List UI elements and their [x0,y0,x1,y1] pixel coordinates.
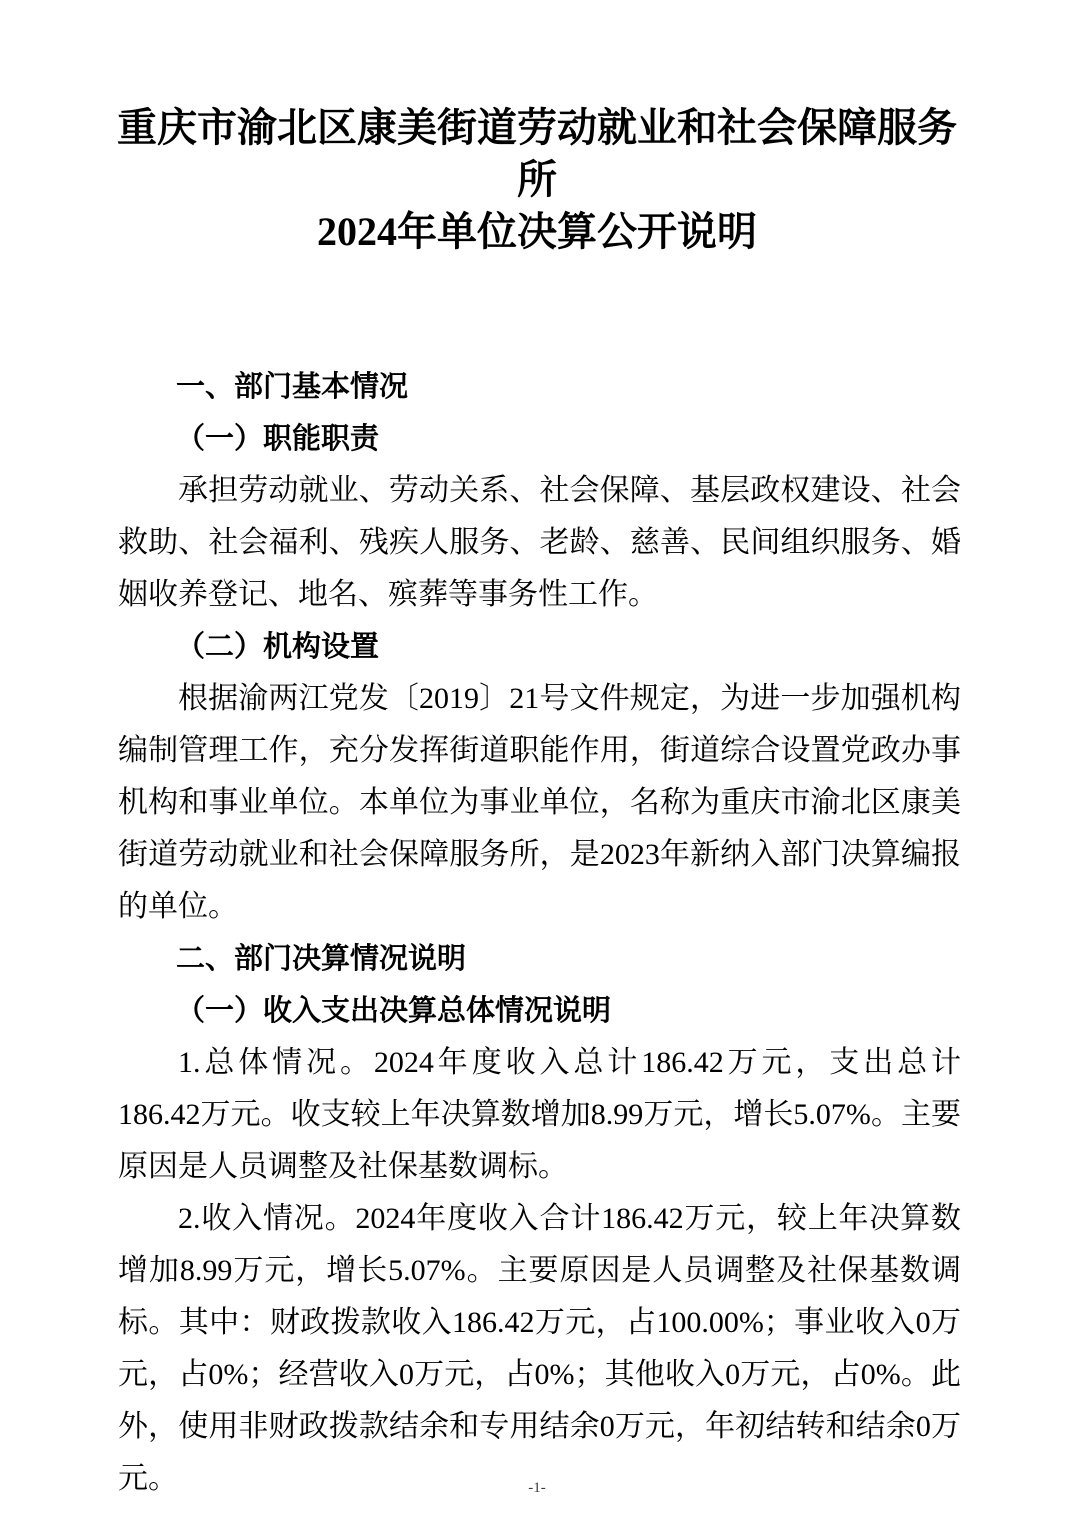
section-heading-basic-situation: 一、部门基本情况 [176,371,409,403]
document-body [118,361,961,1505]
title-line-2: 所 [517,157,557,202]
title-line-3: 2024年单位决算公开说明 [317,209,757,254]
subheading-income-expense-overview: （一）收入支出决算总体情况说明 [176,995,612,1027]
page-footer [0,1480,1074,1497]
section-heading-final-accounts: 二、部门决算情况说明 [176,943,467,975]
subheading-organization-setup: （二）机构设置 [176,631,380,663]
document-title [57,102,1017,258]
page-number: -1- [528,1480,546,1496]
paragraph-duties: 承担劳动就业、劳动关系、社会保障、基层政权建设、社会救助、社会福利、残疾人服务、老龄、慈善、民间组织服务、婚姻收养登记、地名、殡葬等事务性工作。 [118,474,961,611]
subheading-duties: （一）职能职责 [176,423,380,455]
paragraph-income-situation: 2.收入情况。2024年度收入合计186.42万元，较上年决算数增加8.99万元，增长5.07%。主要原因是人员调整及社保基数调标。其中：财政拨款收入186.42万元，占100.00%；事业收入0万元，占0%；经营收入0万元，占0%；其他收入0万元，占0%。此外，使用非财政拨款结余和专用结余0万元，年初结转和结余0万元。 [118,1202,961,1495]
paragraph-organization-setup: 根据渝两江党发〔2019〕21号文件规定，为进一步加强机构编制管理工作，充分发挥街道职能作用，街道综合设置党政办事机构和事业单位。本单位为事业单位，名称为重庆市渝北区康美街道劳动就业和社会保障服务所，是2023年新纳入部门决算编报的单位。 [118,682,961,923]
paragraph-overall-situation: 1.总体情况。2024年度收入总计186.42万元，支出总计186.42万元。收支较上年决算数增加8.99万元，增长5.07%。主要原因是人员调整及社保基数调标。 [118,1046,961,1183]
title-line-1: 重庆市渝北区康美街道劳动就业和社会保障服务 [117,105,957,150]
